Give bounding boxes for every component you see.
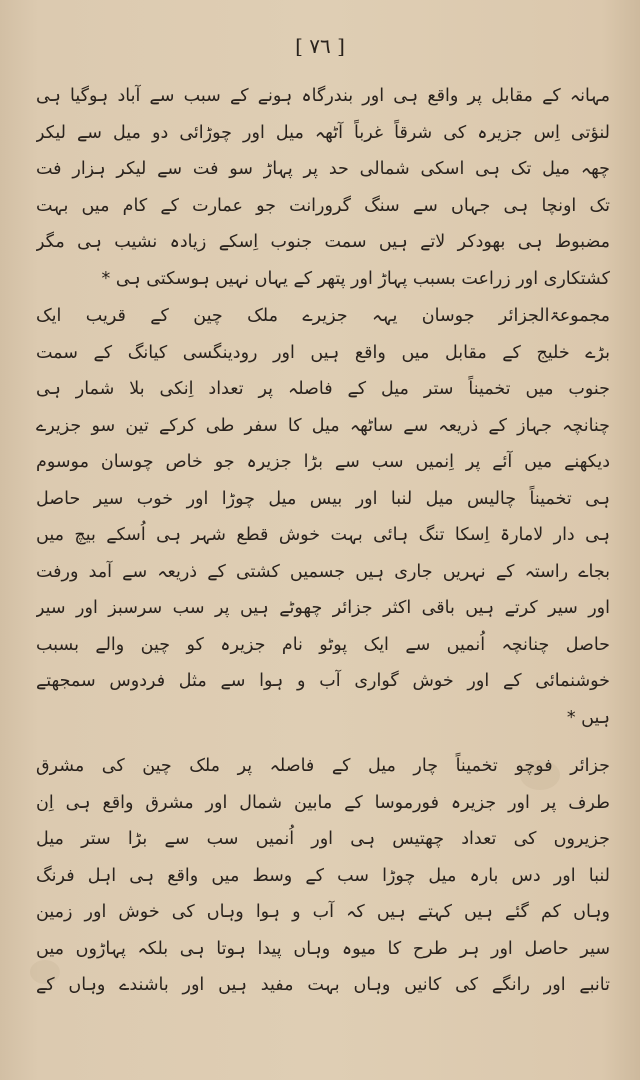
text-line: لنبا اور دس بارہ میل چوڑا سب کے وسط میں واقع ہی اہل فرنگ	[36, 865, 610, 886]
text-line: سیر حاصل اور ہر طرح کا میوہ وہاں پیدا ہوتا ہی بلکہ پہاڑوں میں	[36, 938, 610, 959]
text-line: مضبوط ہی بھودکر لاتے ہیں سمت جنوب اِسکے زیادہ نشیب ہی مگر	[36, 232, 610, 252]
paragraph-2	[36, 298, 610, 736]
text-line: جنوب میں تخمیناً ستر میل کے فاصلہ پر تعداد اِنکی بلا شمار ہی	[36, 379, 610, 399]
text-line: طرف پر اور جزیرہ فورموسا کے مابین شمال اور مشرق واقع ہی اِن	[36, 792, 610, 813]
text-line: ہی دار لامارۃ اِسکا تنگ ہائی بہت خوش قطع شہر ہی اُسکے بیچ میں	[36, 525, 610, 545]
text-line: مجموعۃالجزائر جوسان یہہ جزیرے ملک چین کے قریب ایک	[36, 306, 610, 326]
text-line: دیکھنے میں آئے پر اِنمیں سب سے بڑا جزیرہ جو خاص چوسان موسوم	[36, 452, 610, 472]
text-line: جزیروں کی تعداد چھتیس ہی اور اُنمیں سب سے بڑا ستر میل	[36, 829, 610, 849]
text-line: چھہ میل تک ہی اسکی شمالی حد پر پہاڑ سو فت سے لیکر ہزار فت	[36, 159, 610, 179]
text-line: مہانہ کے مقابل پر واقع ہی اور بندرگاہ ہونے کے سبب سے آباد ہوگیا ہی	[36, 86, 610, 106]
text-line: بڑے خلیج کے مقابل میں واقع ہیں اور رودینگسی کیانگ کے سمت	[36, 342, 610, 363]
paragraph-3	[36, 748, 610, 1004]
text-line: بجاے راستہ کے نہریں جاری ہیں جسمیں کشتی کے ذریعہ سے آمد ورفت	[36, 561, 610, 582]
text-line: جزائر فوچو تخمیناً چار میل کے فاصلہ پر ملک چین کی مشرق	[36, 756, 610, 776]
text-line: تانبے اور رانگے کی کانیں وہاں بہت مفید ہیں اور باشندے وہاں کے	[36, 975, 610, 995]
text-line: وہاں کم گئے ہیں کہتے ہیں کہ آب و ہوا وہاں کی خوش اور زمین	[36, 902, 610, 922]
text-line: اور سیر کرتے ہیں باقی اکثر جزائر چھوٹے ہیں پر سب سرسبز اور سیر	[36, 598, 610, 618]
text-line: خوشنمائی کے اور خوش گواری آب و ہوا سے مثل فردوس سمجھتے	[36, 671, 610, 691]
text-line: تک اونچا ہی جہاں سے سنگ گرورانت جو عمارت کے کام میں بہت	[36, 195, 610, 216]
text-line: چنانچہ جہاز کے ذریعہ سے ساٹھہ میل کا سفر طی کرکے تین سو جزیرے	[36, 415, 610, 436]
text-line: حاصل چنانچہ اُنمیں سے ایک پوٹو نام جزیرہ کو چین والے بسبب	[36, 634, 610, 655]
page-number: [ ٧٦ ]	[295, 34, 345, 58]
text-line: لنؤتی اِس جزیرہ کی شرقاً غرباً آٹھہ میل اور چوڑائی دو میل سے لیکر	[36, 122, 610, 143]
text-line: ہی تخمیناً چالیس میل لنبا اور بیس میل چوڑا اور خوب سیر حاصل	[36, 488, 610, 509]
paragraph-1	[36, 78, 610, 297]
text-line: ہیں *	[566, 707, 610, 728]
text-line: کشتکاری اور زراعت بسبب پہاڑ اور پتھر کے یہاں نہیں ہوسکتی ہی *	[101, 268, 610, 289]
